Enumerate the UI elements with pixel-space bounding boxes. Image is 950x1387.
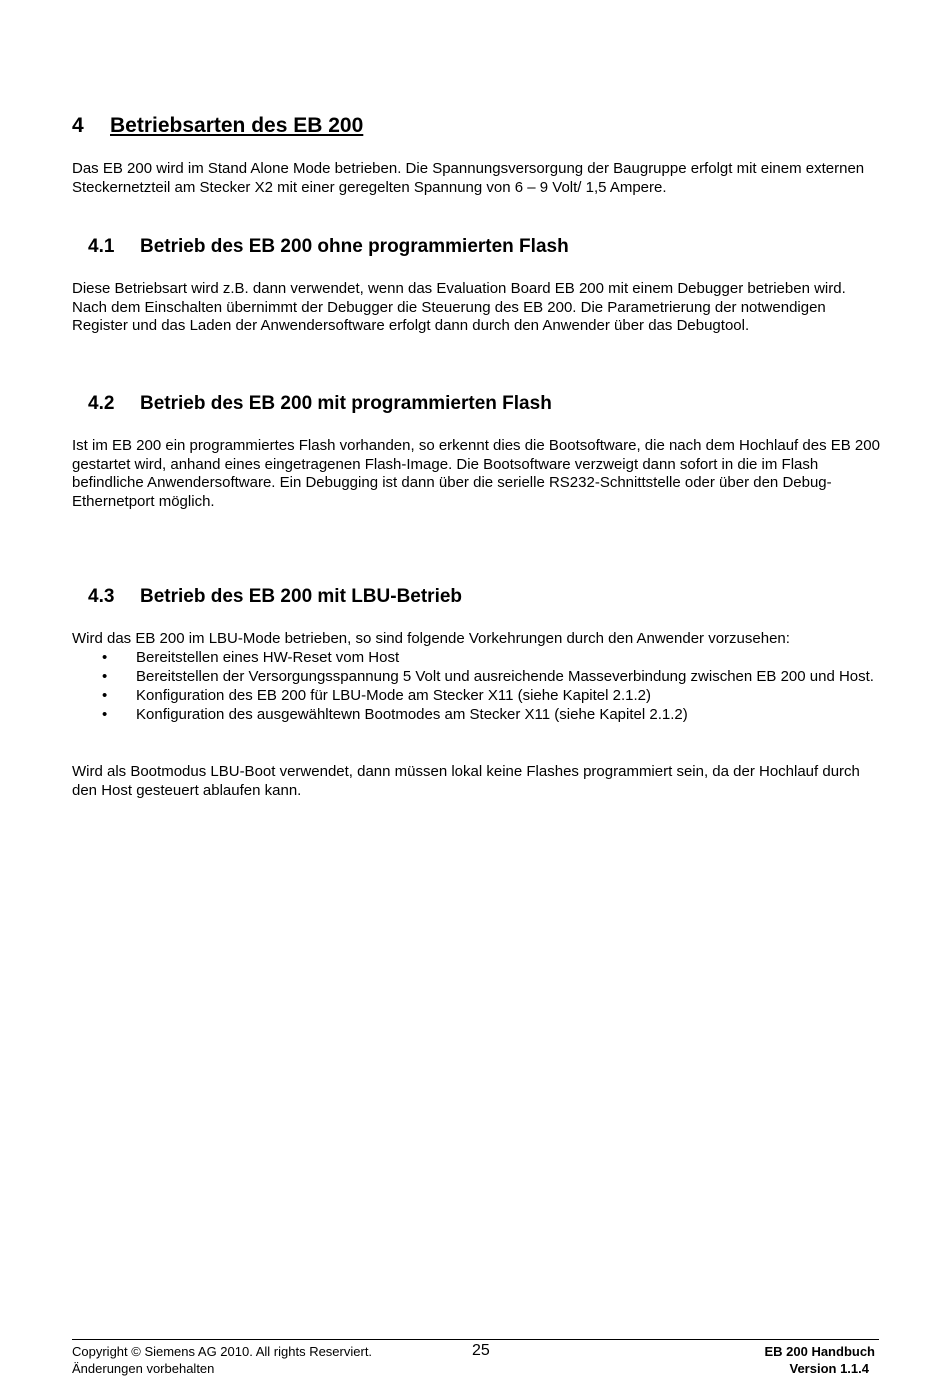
list-item: • Konfiguration des ausgewähltewn Bootmodes am Stecker X11 (siehe Kapitel 2.1.2) xyxy=(102,706,688,724)
chapter-number: 4 xyxy=(72,114,84,137)
bullet-icon: • xyxy=(102,668,108,686)
footer-copyright: Copyright © Siemens AG 2010. All rights Reserviert. xyxy=(72,1344,373,1359)
footer-version: Version 1.1.4 xyxy=(789,1361,869,1376)
footer-doc-title: EB 200 Handbuch xyxy=(764,1344,875,1359)
chapter-intro: Das EB 200 wird im Stand Alone Mode betrieben. Die Spannungsversorgung der Baugruppe erfolgt mit einem externen Steckernetzteil am Stecker X2 mit einer geregelten Spannung von 6 – 9 Volt/ 1,5 Ampere. xyxy=(72,160,865,196)
section-number: 4.3 xyxy=(88,586,115,607)
section-text-4-3: Wird das EB 200 im LBU-Mode betrieben, so sind folgende Vorkehrungen durch den Anwender vorzusehen: xyxy=(72,630,790,647)
list-item: • Bereitstellen der Versorgungsspannung 5 Volt und ausreichende Masseverbindung zwischen EB 200 und Host. xyxy=(102,668,874,686)
bullet-icon: • xyxy=(102,649,108,666)
section-closing-4-3: Wird als Bootmodus LBU-Boot verwendet, dann müssen lokal keine Flashes programmiert sein, da der Hochlauf durch den Host gesteuert ablaufen kann. xyxy=(72,763,860,799)
list-item: • Konfiguration des EB 200 für LBU-Mode am Stecker X11 (siehe Kapitel 2.1.2) xyxy=(102,687,652,705)
section-text-4-2: Ist im EB 200 ein programmiertes Flash vorhanden, so erkennt dies die Bootsoftware, die nach dem Hochlauf des EB 200 gestartet wird, anhand eines eingetragenen Flash-Image. Die Bootsoftware verzweigt dann sofort in die im Flash befindliche Anwendersoftware. Ein Debugging ist dann über die serielle RS232-Schnittstelle oder über den Debug-Ethernetport möglich. xyxy=(72,437,880,510)
section-text-4-1: Diese Betriebsart wird z.B. dann verwendet, wenn das Evaluation Board EB 200 mit einem Debugger betrieben wird. Nach dem Einschalten übernimmt der Debugger die Steuerung des EB 200. Die Parametrierung der notwendigen Register und das Laden der Anwendersoftware erfolgt dann durch den Anwender über das Debugtool. xyxy=(72,280,846,334)
chapter-title: Betriebsarten des EB 200 xyxy=(110,114,364,137)
bullet-icon: • xyxy=(102,706,108,724)
section-heading-4-3 xyxy=(88,586,462,608)
list-item: • Bereitstellen eines HW-Reset vom Host xyxy=(102,649,400,666)
footer-divider xyxy=(72,1339,879,1340)
page-number: 25 xyxy=(472,1342,490,1359)
section-number: 4.1 xyxy=(88,236,115,257)
bullet-list xyxy=(72,649,882,725)
section-heading-4-2 xyxy=(88,393,552,415)
chapter-heading xyxy=(72,114,363,138)
footer-changes: Änderungen vorbehalten xyxy=(72,1361,215,1376)
section-number: 4.2 xyxy=(88,393,115,414)
section-title: Betrieb des EB 200 mit programmierten Flash xyxy=(140,393,552,414)
bullet-icon: • xyxy=(102,687,108,705)
section-title: Betrieb des EB 200 mit LBU-Betrieb xyxy=(140,586,463,607)
section-heading-4-1 xyxy=(88,236,569,258)
section-title: Betrieb des EB 200 ohne programmierten Flash xyxy=(140,236,569,257)
